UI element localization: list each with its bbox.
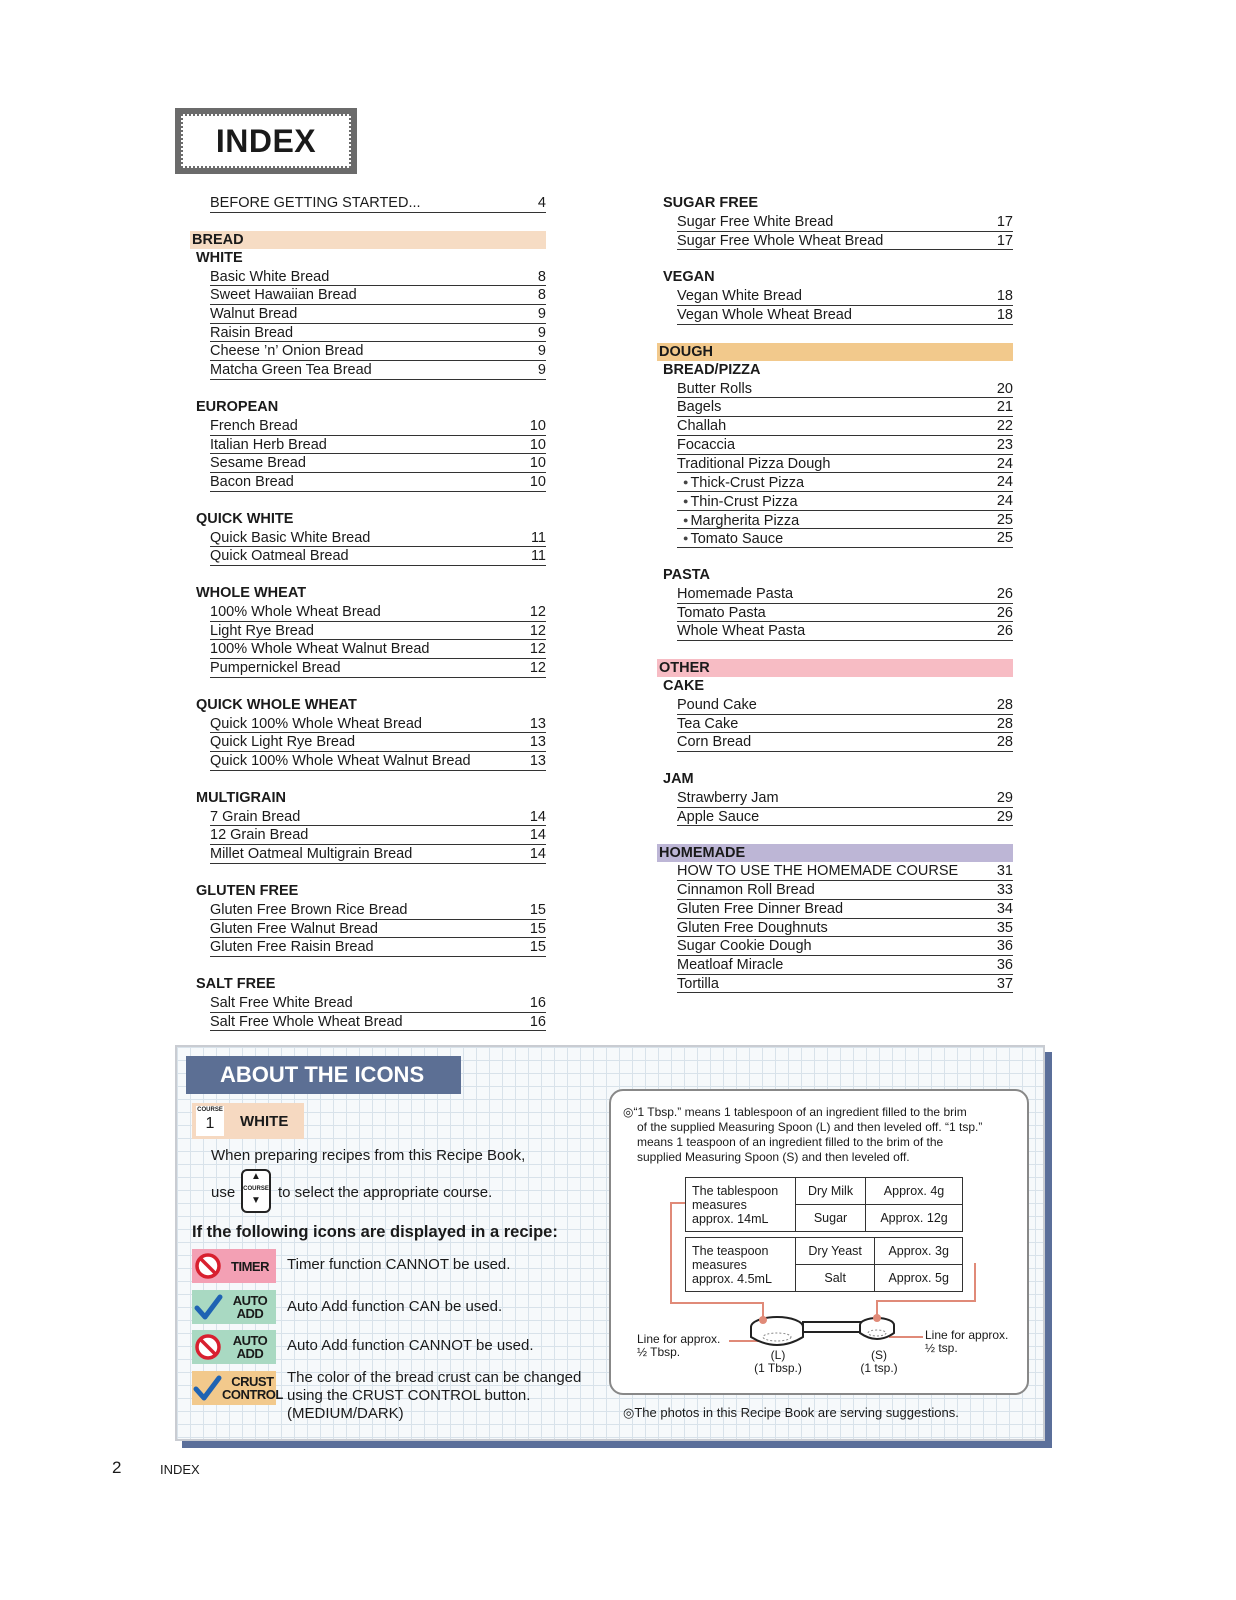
entry-page: 25 bbox=[996, 511, 1013, 528]
entry-title: Quick Oatmeal Bread bbox=[210, 548, 349, 565]
entry-page: 12 bbox=[529, 603, 546, 620]
section-heading: SUGAR FREE bbox=[663, 195, 759, 211]
index-entry bbox=[210, 603, 546, 622]
entry-page: 13 bbox=[529, 753, 546, 770]
spacer bbox=[663, 325, 1013, 343]
index-entry bbox=[677, 380, 1013, 399]
cell-text: measures bbox=[692, 1257, 747, 1272]
category-band: HOMEMADE bbox=[657, 844, 1013, 862]
index-entry bbox=[210, 845, 546, 864]
entry-title: BEFORE GETTING STARTED... bbox=[210, 195, 421, 211]
index-entry bbox=[210, 826, 546, 845]
index-entry bbox=[677, 213, 1013, 232]
index-entry bbox=[210, 659, 546, 678]
measure-note-line: means 1 teaspoon of an ingredient filled to the brim of the bbox=[637, 1135, 944, 1149]
badge-label: TIMER bbox=[231, 1258, 269, 1274]
entry-title: Butter Rolls bbox=[677, 380, 752, 397]
index-entry bbox=[677, 733, 1013, 752]
index-entry bbox=[210, 361, 546, 380]
entry-title: Vegan Whole Wheat Bread bbox=[677, 307, 852, 324]
label-line: (1 Tbsp.) bbox=[754, 1361, 802, 1375]
footer-label: INDEX bbox=[160, 1462, 200, 1477]
entry-title: Walnut Bread bbox=[210, 306, 298, 323]
footer-page-number: 2 bbox=[112, 1458, 122, 1477]
spacer bbox=[663, 752, 1013, 770]
section-heading: QUICK WHITE bbox=[196, 510, 294, 527]
label-line: (L) bbox=[770, 1348, 786, 1362]
entry-page: 16 bbox=[529, 994, 546, 1011]
badge-label: AUTO ADD bbox=[232, 1293, 268, 1321]
index-entry bbox=[210, 342, 546, 361]
entry-page: 14 bbox=[529, 827, 546, 844]
index-entry bbox=[677, 604, 1013, 623]
entry-page: 22 bbox=[996, 418, 1013, 435]
spacer bbox=[663, 250, 1013, 268]
table-cell: Sugar bbox=[796, 1205, 866, 1232]
entry-title: 12 Grain Bread bbox=[210, 827, 309, 844]
cell-text: approx. 4.5mL bbox=[692, 1271, 772, 1286]
index-entry bbox=[210, 994, 546, 1013]
section-heading: BREAD/PIZZA bbox=[663, 361, 761, 378]
section-heading: EUROPEAN bbox=[196, 398, 279, 415]
about-use-word: use bbox=[211, 1184, 236, 1201]
table-cell: Approx. 12g bbox=[866, 1205, 963, 1232]
spacer bbox=[196, 213, 546, 231]
entry-title: Salt Free Whole Wheat Bread bbox=[210, 1013, 403, 1030]
entry-title: Tomato Pasta bbox=[677, 604, 766, 621]
entry-page: 36 bbox=[996, 938, 1013, 955]
entry-page: 15 bbox=[529, 901, 546, 918]
table-cell: Approx. 5g bbox=[875, 1265, 963, 1292]
page-title: INDEX bbox=[215, 122, 317, 159]
about-line-1: When preparing recipes from this Recipe Book, bbox=[211, 1147, 526, 1164]
table-cell: Salt bbox=[796, 1265, 875, 1292]
course-label: WHITE bbox=[240, 1112, 289, 1130]
table-cell: Dry Milk bbox=[796, 1178, 866, 1205]
entry-title: Italian Herb Bread bbox=[210, 436, 327, 453]
entry-page: 12 bbox=[529, 622, 546, 639]
entry-page: 28 bbox=[996, 697, 1013, 713]
index-entry bbox=[210, 268, 546, 287]
section-heading: QUICK WHOLE WHEAT bbox=[196, 696, 357, 713]
entry-page: 23 bbox=[996, 436, 1013, 453]
index-entry bbox=[210, 324, 546, 343]
cell-text: The teaspoon bbox=[692, 1243, 769, 1258]
tbsp-label-cell bbox=[686, 1178, 796, 1232]
index-entry bbox=[677, 287, 1013, 306]
entry-title: Focaccia bbox=[677, 436, 736, 453]
spacer bbox=[663, 548, 1013, 566]
entry-title: Sugar Free White Bread bbox=[677, 214, 834, 230]
index-entry bbox=[677, 937, 1013, 956]
section-heading: CAKE bbox=[663, 678, 705, 694]
index-entry bbox=[210, 417, 546, 436]
index-entry bbox=[210, 901, 546, 920]
entry-page: 18 bbox=[996, 307, 1013, 324]
label-line: (1 tsp.) bbox=[860, 1361, 898, 1375]
index-subentry bbox=[677, 473, 1013, 492]
entry-title: French Bread bbox=[210, 417, 298, 434]
course-badge bbox=[192, 1103, 304, 1139]
entry-title: Pumpernickel Bread bbox=[210, 660, 341, 676]
spacer bbox=[196, 566, 546, 584]
auto-add-cannot-badge bbox=[192, 1330, 276, 1364]
icon-desc-line: The color of the bread crust can be changed bbox=[287, 1369, 582, 1386]
spoon-l-label bbox=[753, 1349, 803, 1375]
entry-title: Basic White Bread bbox=[210, 268, 330, 285]
index-entry bbox=[210, 305, 546, 324]
icon-desc-line: using the CRUST CONTROL button. bbox=[287, 1387, 531, 1404]
spoon-s-icon bbox=[860, 1314, 894, 1339]
entry-title: ● Thin-Crust Pizza bbox=[677, 492, 798, 510]
index-entry bbox=[677, 622, 1013, 641]
course-key-label: COURSE bbox=[243, 1186, 269, 1192]
index-entry bbox=[210, 194, 546, 213]
index-entry bbox=[210, 473, 546, 492]
entry-title: Sugar Cookie Dough bbox=[677, 938, 812, 955]
entry-title: Gluten Free Walnut Bread bbox=[210, 920, 378, 937]
entry-page: 10 bbox=[529, 436, 546, 453]
entry-page: 15 bbox=[529, 939, 546, 956]
index-entry bbox=[677, 789, 1013, 808]
entry-title: 100% Whole Wheat Bread bbox=[210, 603, 381, 620]
line-right-label bbox=[925, 1329, 1008, 1355]
entry-title: ● Tomato Sauce bbox=[677, 529, 783, 547]
entry-page: 9 bbox=[537, 324, 546, 341]
category-band: OTHER bbox=[657, 659, 1013, 677]
entry-title: Raisin Bread bbox=[210, 324, 294, 341]
measuring-spoon-box bbox=[609, 1089, 1029, 1395]
index-entry bbox=[677, 417, 1013, 436]
entry-page: 14 bbox=[529, 808, 546, 825]
section-heading: WHOLE WHEAT bbox=[196, 584, 307, 601]
entry-title: 7 Grain Bread bbox=[210, 808, 301, 825]
entry-page: 24 bbox=[996, 455, 1013, 472]
entry-title: Gluten Free Doughnuts bbox=[677, 919, 828, 936]
entry-page: 12 bbox=[529, 641, 546, 658]
cell-text: measures bbox=[692, 1197, 747, 1212]
entry-page: 9 bbox=[537, 343, 546, 360]
entry-title: Bacon Bread bbox=[210, 473, 294, 490]
entry-page: 33 bbox=[996, 882, 1013, 899]
entry-page: 15 bbox=[529, 920, 546, 937]
index-column-right bbox=[659, 194, 1013, 993]
prohibited-icon bbox=[192, 1250, 224, 1282]
entry-title: Whole Wheat Pasta bbox=[677, 623, 806, 640]
entry-title: Strawberry Jam bbox=[677, 790, 779, 807]
entry-page: 17 bbox=[996, 214, 1013, 230]
entry-title: Meatloaf Miracle bbox=[677, 956, 784, 973]
crust-control-badge bbox=[192, 1371, 283, 1405]
entry-page: 28 bbox=[996, 734, 1013, 751]
index-entry bbox=[677, 585, 1013, 604]
spoon-s-label bbox=[857, 1349, 901, 1375]
check-icon bbox=[192, 1372, 222, 1404]
icon-desc: Auto Add function CAN be used. bbox=[287, 1298, 503, 1315]
entry-title: Sesame Bread bbox=[210, 455, 306, 472]
icons-intro: If the following icons are displayed in a recipe: bbox=[192, 1223, 558, 1241]
measure-note-line: supplied Measuring Spoon (S) and then leveled off. bbox=[637, 1150, 910, 1164]
icon-desc-crust bbox=[287, 1369, 581, 1423]
entry-title: Tea Cake bbox=[677, 715, 739, 732]
index-entry bbox=[210, 286, 546, 305]
index-entry bbox=[210, 920, 546, 939]
entry-page: 26 bbox=[996, 604, 1013, 621]
about-heading: ABOUT THE ICONS bbox=[186, 1056, 461, 1094]
index-entry bbox=[677, 696, 1013, 715]
index-entry bbox=[677, 232, 1013, 251]
entry-page: 14 bbox=[529, 846, 546, 863]
entry-page: 20 bbox=[996, 380, 1013, 397]
spacer bbox=[196, 678, 546, 696]
entry-title: Traditional Pizza Dough bbox=[677, 455, 831, 472]
about-icons-box bbox=[175, 1045, 1045, 1441]
icon-desc: Timer function CANNOT be used. bbox=[287, 1256, 511, 1273]
course-number: 1 bbox=[205, 1115, 215, 1132]
index-entry bbox=[210, 1013, 546, 1032]
entry-title: Homemade Pasta bbox=[677, 585, 794, 602]
index-entry bbox=[210, 808, 546, 827]
entry-title: Apple Sauce bbox=[677, 808, 760, 825]
entry-page: 17 bbox=[996, 232, 1013, 249]
index-entry bbox=[677, 808, 1013, 827]
index-entry bbox=[210, 436, 546, 455]
entry-title: ● Thick-Crust Pizza bbox=[677, 473, 804, 491]
index-entry bbox=[210, 938, 546, 957]
entry-title: ● Margherita Pizza bbox=[677, 511, 799, 529]
entry-page: 8 bbox=[537, 268, 546, 285]
entry-page: 28 bbox=[996, 715, 1013, 732]
spacer bbox=[196, 771, 546, 789]
index-entry bbox=[677, 715, 1013, 734]
entry-page: 18 bbox=[996, 288, 1013, 305]
icon-desc-line: (MEDIUM/DARK) bbox=[287, 1405, 404, 1422]
entry-page: 24 bbox=[996, 474, 1013, 491]
index-column-left bbox=[192, 194, 546, 1031]
prohibited-icon bbox=[192, 1331, 224, 1363]
index-title-frame bbox=[181, 114, 351, 168]
entry-page: 16 bbox=[529, 1013, 546, 1030]
line-left-label bbox=[637, 1333, 720, 1359]
spacer bbox=[196, 492, 546, 510]
entry-page: 37 bbox=[996, 975, 1013, 992]
tablespoon-table bbox=[685, 1177, 963, 1232]
cell-text: approx. 14mL bbox=[692, 1211, 769, 1226]
index-entry bbox=[677, 956, 1013, 975]
entry-page: 34 bbox=[996, 900, 1013, 917]
entry-title: Cheese ’n’ Onion Bread bbox=[210, 343, 364, 360]
entry-title: HOW TO USE THE HOMEMADE COURSE bbox=[677, 863, 959, 880]
entry-page: 10 bbox=[529, 473, 546, 490]
entry-title: Matcha Green Tea Bread bbox=[210, 362, 372, 379]
index-subentry bbox=[677, 529, 1013, 548]
entry-page: 35 bbox=[996, 919, 1013, 936]
table-cell: Approx. 3g bbox=[875, 1238, 963, 1265]
entry-title: Salt Free White Bread bbox=[210, 994, 353, 1011]
entry-page: 4 bbox=[537, 195, 546, 211]
entry-title: Quick 100% Whole Wheat Walnut Bread bbox=[210, 753, 471, 770]
entry-page: 31 bbox=[996, 863, 1013, 880]
entry-page: 10 bbox=[529, 417, 546, 434]
index-entry bbox=[677, 900, 1013, 919]
index-entry bbox=[677, 919, 1013, 938]
entry-title: Sweet Hawaiian Bread bbox=[210, 287, 357, 304]
photo-note: ◎The photos in this Recipe Book are serving suggestions. bbox=[623, 1405, 959, 1420]
entry-page: 12 bbox=[529, 660, 546, 676]
section-heading: SALT FREE bbox=[196, 975, 276, 992]
entry-title: Gluten Free Raisin Bread bbox=[210, 939, 374, 956]
entry-page: 11 bbox=[530, 548, 546, 565]
measure-note-line: of the supplied Measuring Spoon (L) and then leveled off. “1 tsp.” bbox=[637, 1120, 983, 1134]
entry-title: Sugar Free Whole Wheat Bread bbox=[677, 232, 884, 249]
measure-note-line: ◎“1 Tbsp.” means 1 tablespoon of an ingredient filled to the brim bbox=[623, 1105, 967, 1119]
label-line: ½ tsp. bbox=[925, 1341, 958, 1355]
index-entry bbox=[210, 640, 546, 659]
entry-title: Millet Oatmeal Multigrain Bread bbox=[210, 846, 413, 863]
entry-page: 13 bbox=[529, 734, 546, 751]
index-entry bbox=[210, 454, 546, 473]
entry-title: Vegan White Bread bbox=[677, 288, 802, 305]
entry-title: Tortilla bbox=[677, 975, 719, 992]
entry-page: 11 bbox=[530, 529, 546, 546]
entry-page: 26 bbox=[996, 623, 1013, 640]
index-entry bbox=[677, 306, 1013, 325]
badge-label: CRUST CONTROL bbox=[222, 1374, 283, 1402]
index-entry bbox=[677, 455, 1013, 474]
entry-page: 13 bbox=[529, 715, 546, 732]
spacer bbox=[663, 826, 1013, 844]
label-line: ½ Tbsp. bbox=[637, 1345, 681, 1359]
index-entry bbox=[210, 622, 546, 641]
entry-title: Quick Basic White Bread bbox=[210, 529, 371, 546]
entry-title: Bagels bbox=[677, 399, 722, 416]
entry-title: 100% Whole Wheat Walnut Bread bbox=[210, 641, 430, 658]
index-title-box bbox=[175, 108, 357, 174]
table-cell: Dry Yeast bbox=[796, 1238, 875, 1265]
entry-title: Pound Cake bbox=[677, 697, 757, 713]
index-entry bbox=[210, 715, 546, 734]
entry-title: Quick 100% Whole Wheat Bread bbox=[210, 715, 422, 732]
label-line: (S) bbox=[871, 1348, 887, 1362]
entry-title: Light Rye Bread bbox=[210, 622, 314, 639]
index-subentry bbox=[677, 511, 1013, 530]
spacer bbox=[196, 864, 546, 882]
entry-title: Corn Bread bbox=[677, 734, 752, 751]
label-line: Line for approx. bbox=[925, 1328, 1009, 1342]
check-icon bbox=[192, 1291, 224, 1323]
course-number-box bbox=[196, 1106, 224, 1136]
section-heading: JAM bbox=[663, 771, 694, 788]
index-entry bbox=[677, 398, 1013, 417]
section-heading: GLUTEN FREE bbox=[196, 882, 299, 899]
index-entry bbox=[677, 862, 1013, 881]
timer-badge bbox=[192, 1249, 276, 1283]
spacer bbox=[196, 957, 546, 975]
category-band: BREAD bbox=[190, 231, 546, 249]
entry-title: Gluten Free Brown Rice Bread bbox=[210, 901, 408, 918]
entry-page: 8 bbox=[537, 287, 546, 304]
index-entry bbox=[210, 529, 546, 548]
entry-page: 9 bbox=[537, 306, 546, 323]
label-line: Line for approx. bbox=[637, 1332, 721, 1346]
index-entry bbox=[210, 733, 546, 752]
arrow-up-icon: ▲ bbox=[251, 1171, 261, 1182]
icon-desc: Auto Add function CANNOT be used. bbox=[287, 1337, 534, 1354]
teaspoon-table bbox=[685, 1237, 963, 1292]
section-heading: WHITE bbox=[196, 249, 243, 266]
badge-label: AUTO ADD bbox=[232, 1333, 268, 1361]
index-entry bbox=[677, 436, 1013, 455]
entry-page: 9 bbox=[537, 362, 546, 379]
spoon-l-icon bbox=[751, 1316, 803, 1345]
spacer bbox=[196, 380, 546, 398]
index-entry bbox=[677, 881, 1013, 900]
entry-page: 25 bbox=[996, 530, 1013, 547]
entry-page: 29 bbox=[996, 790, 1013, 807]
section-heading: MULTIGRAIN bbox=[196, 789, 286, 806]
index-entry bbox=[677, 975, 1013, 994]
index-subentry bbox=[677, 492, 1013, 511]
spacer bbox=[663, 641, 1013, 659]
entry-page: 24 bbox=[996, 492, 1013, 509]
cell-text: The tablespoon bbox=[692, 1183, 779, 1198]
arrow-down-icon: ▼ bbox=[251, 1195, 261, 1206]
section-heading: VEGAN bbox=[663, 269, 715, 286]
auto-add-can-badge bbox=[192, 1290, 276, 1324]
about-line-2: to select the appropriate course. bbox=[278, 1184, 493, 1201]
index-entry bbox=[210, 752, 546, 771]
entry-page: 10 bbox=[529, 455, 546, 472]
entry-page: 29 bbox=[996, 808, 1013, 825]
entry-page: 26 bbox=[996, 585, 1013, 602]
entry-title: Challah bbox=[677, 418, 727, 435]
entry-title: Quick Light Rye Bread bbox=[210, 734, 356, 751]
index-entry bbox=[210, 547, 546, 566]
section-heading: PASTA bbox=[663, 566, 710, 583]
entry-title: Gluten Free Dinner Bread bbox=[677, 900, 844, 917]
category-band: DOUGH bbox=[657, 343, 1013, 361]
entry-title: Cinnamon Roll Bread bbox=[677, 882, 815, 899]
course-small-label: COURSE bbox=[197, 1107, 223, 1113]
table-cell: Approx. 4g bbox=[866, 1178, 963, 1205]
tsp-label-cell bbox=[686, 1238, 796, 1292]
entry-page: 21 bbox=[996, 399, 1013, 416]
course-key-icon bbox=[241, 1169, 271, 1213]
entry-page: 36 bbox=[996, 956, 1013, 973]
